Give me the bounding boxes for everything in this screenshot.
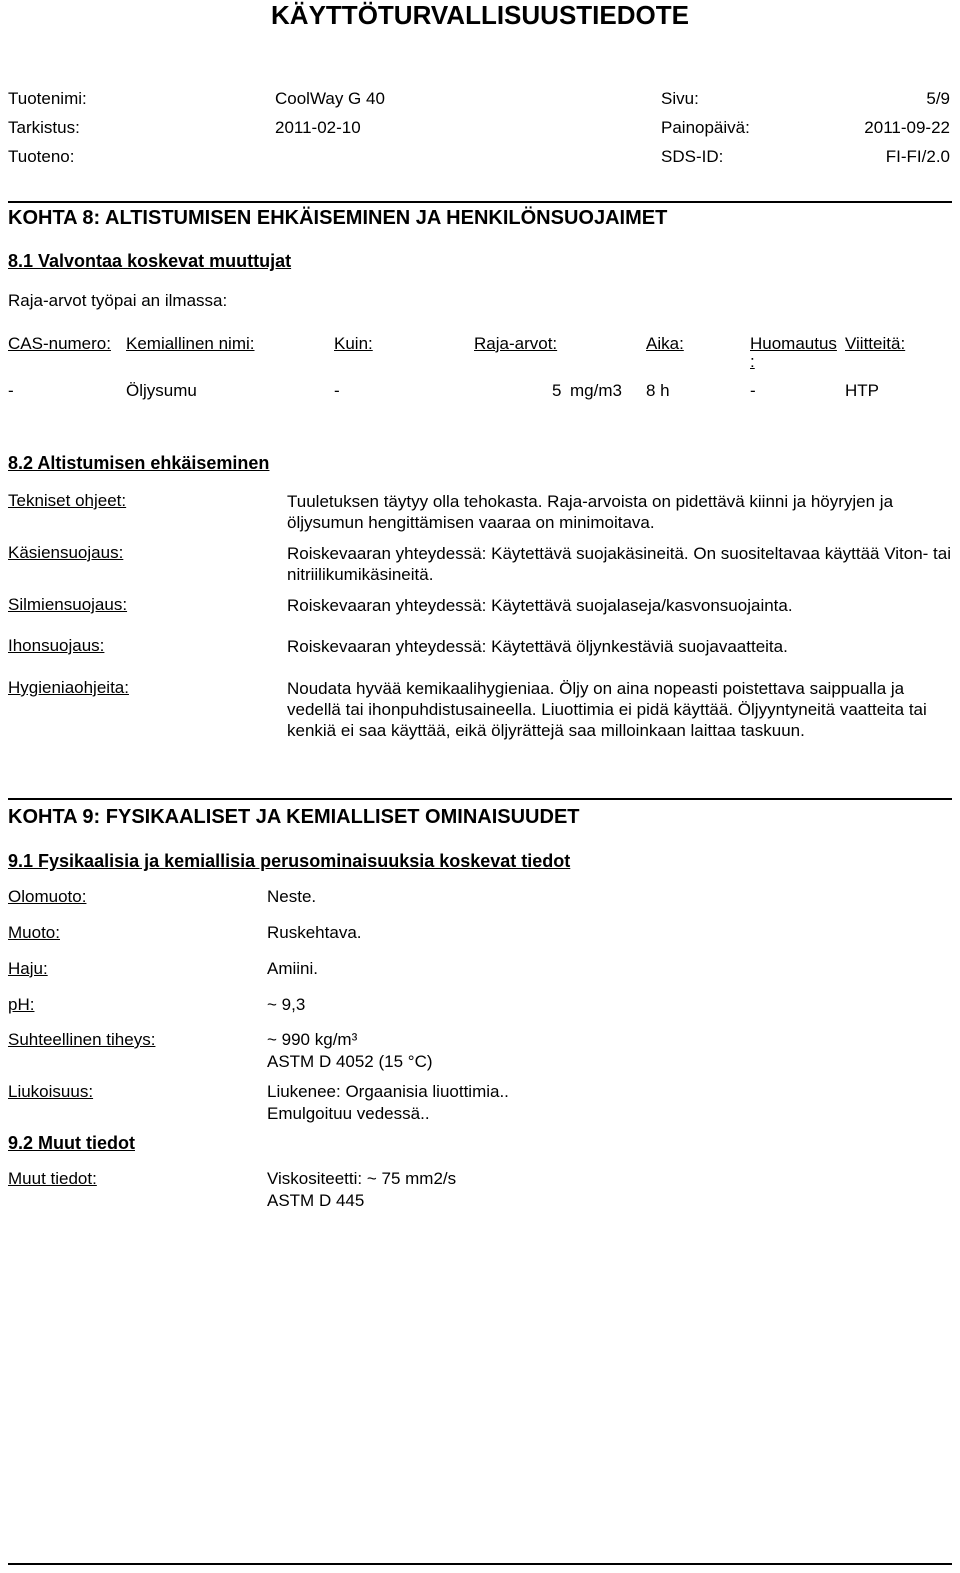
hand-protection-label: Käsiensuojaus: [8,543,124,562]
technical-label: Tekniset ohjeet: [8,491,127,510]
relative-density-label: Suhteellinen tiheys: [8,1030,156,1049]
appearance-value: Neste. [267,887,317,906]
relative-density-method: ASTM D 4052 (15 °C) [267,1052,433,1071]
product-no-label: Tuoteno: [8,147,75,166]
subsection-8-2-title: 8.2 Altistumisen ehkäiseminen [8,453,270,473]
odour-label: Haju: [8,959,48,978]
cell-limit-unit: mg/m3 [570,381,622,400]
cell-kuin: - [334,381,340,400]
col-header-time: Aika: [646,334,684,353]
sds-id: FI-FI/2.0 [885,147,950,166]
solubility-water: Emulgoituu vedessä.. [267,1104,430,1123]
section-9-rule [8,798,952,800]
skin-protection-label: Ihonsuojaus: [8,636,105,655]
other-info-label: Muut tiedot: [8,1169,97,1188]
hygiene-label: Hygieniaohjeita: [8,678,129,697]
print-date-label: Painopäivä: [661,118,750,137]
product-name: CoolWay G 40 [275,89,385,108]
cell-limit-value: 5 [552,381,562,400]
technical-text: Tuuletuksen täytyy olla tehokasta. Raja-arvoista on pidettävä kiinni ja höyryjen ja öljysumun hengittämisen vaaraa on minimoitava. [287,492,894,532]
eye-protection-text: Roiskevaaran yhteydessä: Käytettävä suojalaseja/kasvonsuojainta. [287,596,793,615]
subsection-9-1-title: 9.1 Fysikaalisia ja kemiallisia perusominaisuuksia koskevat tiedot [8,851,571,871]
section-8-title: KOHTA 8: ALTISTUMISEN EHKÄISEMINEN JA HENKILÖNSUOJAIMET [8,207,668,229]
appearance-label: Olomuoto: [8,887,87,906]
solubility-label: Liukoisuus: [8,1082,94,1101]
viscosity-method: ASTM D 445 [267,1191,365,1210]
eye-protection-label: Silmiensuojaus: [8,595,128,614]
sds-id-label: SDS-ID: [661,147,724,166]
ph-label: pH: [8,995,35,1014]
col-header-cas: CAS-numero: [8,334,111,353]
col-header-remark: Huomautus [750,334,837,353]
product-name-label: Tuotenimi: [8,89,87,108]
section-9-title: KOHTA 9: FYSIKAALISET JA KEMIALLISET OMINAISUUDET [8,806,580,828]
cell-references: HTP [845,381,879,400]
cell-time: 8 h [646,381,670,400]
form-value: Ruskehtava. [267,923,362,942]
cell-cas: - [8,381,14,400]
hand-protection-text: Roiskevaaran yhteydessä: Käytettävä suojakäsineitä. On suositeltavaa käyttää Viton- tai nitriilikumikäsineitä. [287,544,952,584]
hygiene-text: Noudata hyvää kemikaalihygieniaa. Öljy on aina nopeasti poistettava saippualla ja vedellä tai ihonpuhdistusaineella. Liuottimia ei pidä käyttää. Öljyyntyneitä vaatteita tai kenkiä ei saa käyttää, eikä öljyrättejä saa milloinkaan laittaa taskuun. [287,679,927,740]
skin-protection-text: Roiskevaaran yhteydessä: Käytettävä öljynkestäviä suojavaatteita. [287,637,788,656]
form-label: Muoto: [8,923,60,942]
solubility-value: Liukenee: Orgaanisia liuottimia.. [267,1082,509,1101]
print-date: 2011-09-22 [864,118,950,137]
col-header-references: Viitteitä: [845,334,906,353]
page-label: Sivu: [661,89,699,108]
viscosity-value: Viskositeetti: ~ 75 mm2/s [267,1169,457,1188]
col-header-limits: Raja-arvot: [474,334,558,353]
ph-value: ~ 9,3 [267,995,306,1014]
page-number: 5/9 [926,89,950,108]
col-header-chemical-name: Kemiallinen nimi: [126,334,255,353]
revision-date: 2011-02-10 [275,118,361,137]
document-title: KÄYTTÖTURVALLISUUSTIEDOTE [271,0,689,30]
limits-intro: Raja-arvot työpai an ilmassa: [8,291,228,310]
section-8-rule [8,201,952,203]
relative-density-value: ~ 990 kg/m³ [267,1030,358,1049]
revision-label: Tarkistus: [8,118,80,137]
col-header-remark-colon: : [750,352,755,371]
odour-value: Amiini. [267,959,319,978]
subsection-9-2-title: 9.2 Muut tiedot [8,1133,135,1153]
col-header-kuin: Kuin: [334,334,373,353]
subsection-8-1-title: 8.1 Valvontaa koskevat muuttujat [8,251,292,271]
cell-chemical-name: Öljysumu [126,381,197,400]
footer-rule [8,1563,952,1565]
cell-remark: - [750,381,756,400]
